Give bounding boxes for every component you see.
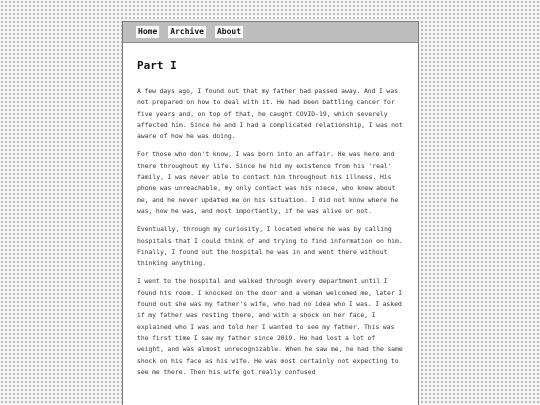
post-title: Part I [137, 59, 177, 72]
blog-page [122, 21, 419, 405]
post-content [123, 43, 418, 378]
top-navigation [123, 22, 418, 43]
nav-link-about[interactable]: About [216, 27, 242, 36]
nav-link-archive[interactable]: Archive [170, 27, 204, 36]
post-paragraph: A few days ago, I found out that my father had passed away. And I was not prepared on how to deal with it. He had been battling cancer for five years and, on top of that, he caught COVID-19, which severely affected him. Since he and I had a complicated relationship, I was not aware of how he was doing. [137, 87, 403, 141]
post-paragraph: I went to the hospital and walked through every department until I found his room. I knocked on the door and a woman welcomed me, later I found out she was my father's wife, who had no idea who I was. I asked if my father was resting there, and with a shock on her face, I explained who I was and told her I wanted to see my father. This was the first time I saw my father since 2019. He had lost a lot of weight, and was almost unrecognizable. When he saw me, he had the same shock on his face as his wife. He was most certainly not expecting to see me there. Then his wife got really confused [137, 277, 403, 376]
nav-link-home[interactable]: Home [138, 27, 158, 36]
post-paragraph: For those who don't know, I was born into an affair. He was here and there throughout my life. Since he hid my existence from his 'real' family, I was never able to contact him throughout his illness. His phone was unreachable, my only contact was his niece, who knew about me, and he never updated me on his situation. I did not know where he was, how he was, and most importantly, if he was alive or not. [137, 150, 399, 215]
post-paragraph: Eventually, through my curiosity, I located where he was by calling hospitals that I could think of and trying to find information on him. Finally, I found out the hospital he was in and went there without thinking anything. [137, 225, 403, 268]
